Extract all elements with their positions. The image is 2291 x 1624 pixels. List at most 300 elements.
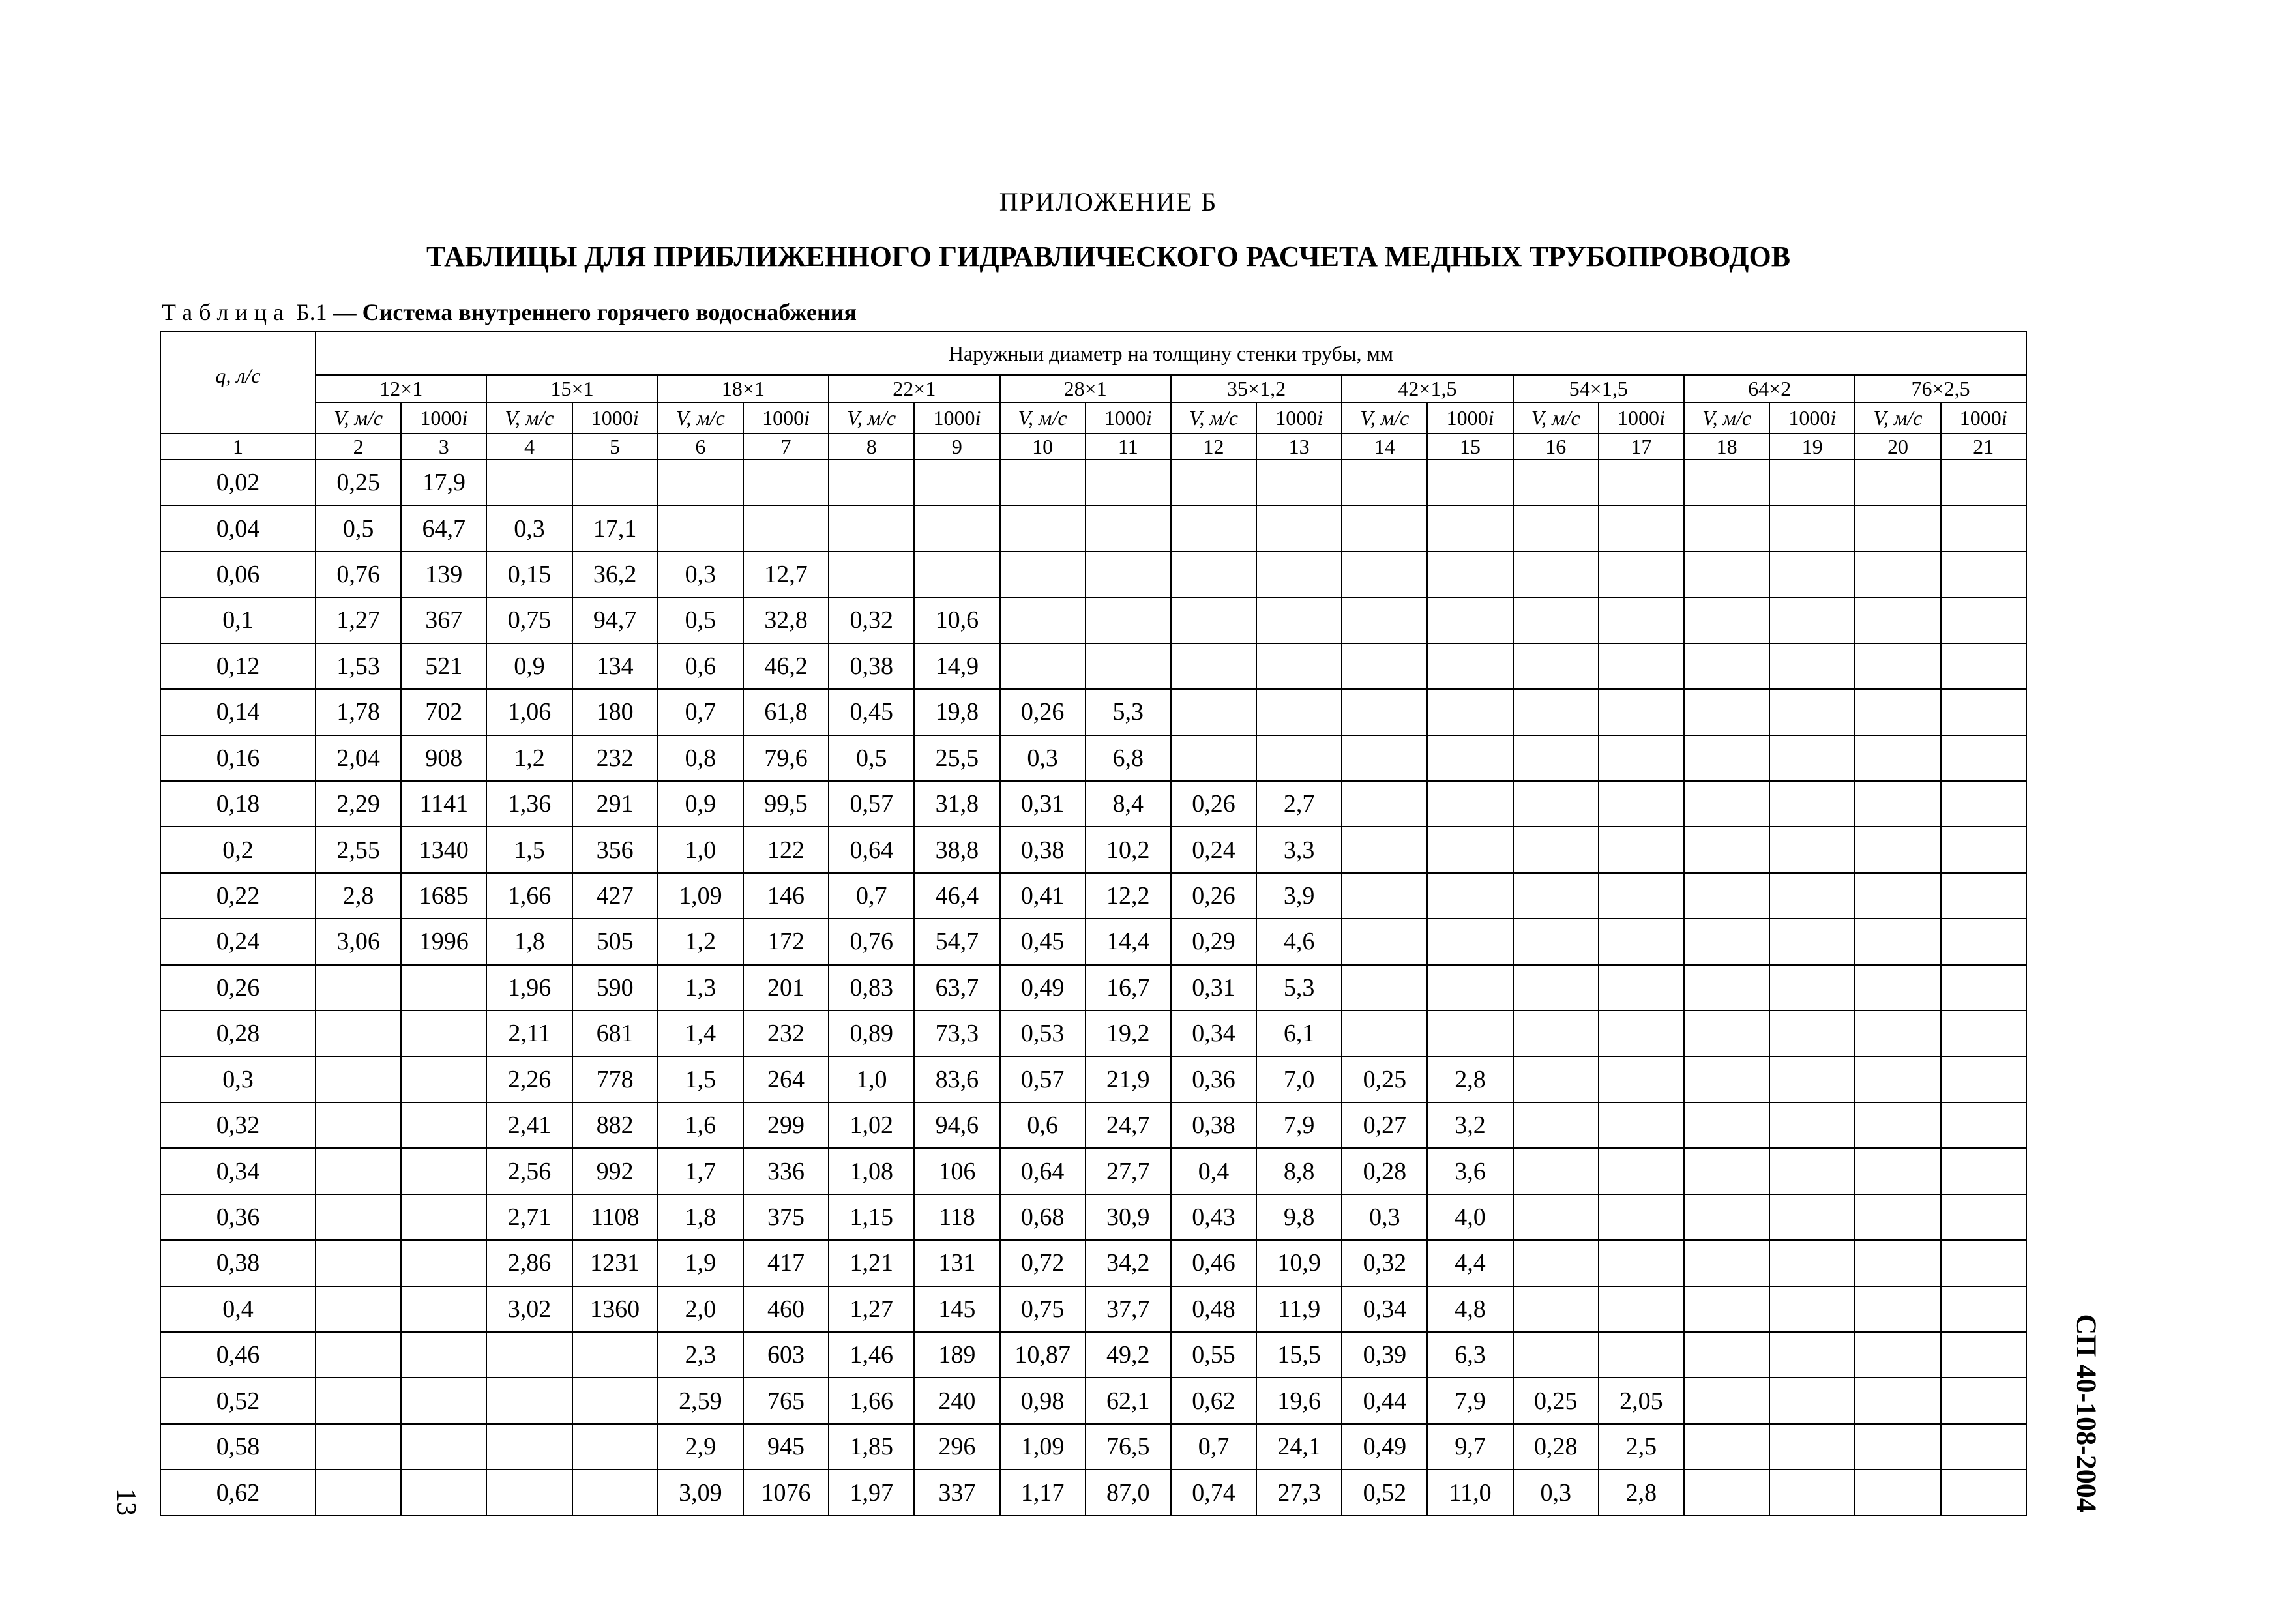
table-cell: 337	[914, 1469, 999, 1516]
table-cell: 0,57	[829, 781, 914, 827]
velocity-header: V, м/с	[1171, 402, 1256, 434]
table-cell	[1855, 1056, 1940, 1102]
table-cell: 15,5	[1256, 1332, 1342, 1378]
table-cell: 0,15	[486, 552, 572, 597]
table-cell: 201	[743, 965, 829, 1011]
table-cell: 73,3	[914, 1011, 999, 1056]
table-cell: 0,6	[658, 643, 743, 689]
table-cell	[1855, 919, 1940, 964]
head-loss-header: 1000i	[401, 402, 486, 434]
table-cell: 1,97	[829, 1469, 914, 1516]
table-cell	[1256, 643, 1342, 689]
caption-number: Б.1	[295, 299, 327, 325]
table-cell	[1513, 827, 1599, 872]
table-cell: 7,9	[1256, 1102, 1342, 1148]
velocity-header: V, м/с	[316, 402, 401, 434]
flow-cell: 0,02	[160, 460, 316, 505]
table-cell	[1855, 597, 1940, 643]
table-cell	[1342, 873, 1427, 919]
flow-cell: 0,24	[160, 919, 316, 964]
table-cell	[1684, 460, 1769, 505]
table-cell: 0,45	[1000, 919, 1086, 964]
table-cell: 0,6	[1000, 1102, 1086, 1148]
table-cell: 76,5	[1086, 1424, 1171, 1469]
page-number: 13	[111, 1488, 141, 1516]
table-cell	[1684, 1469, 1769, 1516]
table-cell: 0,31	[1000, 781, 1086, 827]
table-row	[160, 1148, 2026, 1194]
table-cell	[1941, 1469, 2026, 1516]
table-cell: 146	[743, 873, 829, 919]
table-cell	[829, 460, 914, 505]
table-cell: 460	[743, 1286, 829, 1332]
table-cell: 1,08	[829, 1148, 914, 1194]
table-cell	[1171, 505, 1256, 551]
table-cell: 1,96	[486, 965, 572, 1011]
table-cell: 0,89	[829, 1011, 914, 1056]
table-cell: 27,3	[1256, 1469, 1342, 1516]
table-cell	[401, 1056, 486, 1102]
table-cell	[1855, 643, 1940, 689]
table-cell: 0,36	[1171, 1056, 1256, 1102]
table-cell: 14,9	[914, 643, 999, 689]
column-number: 19	[1769, 434, 1855, 460]
table-cell	[1855, 1286, 1940, 1332]
table-cell	[1086, 597, 1171, 643]
table-cell: 38,8	[914, 827, 999, 872]
table-cell	[1769, 505, 1855, 551]
table-cell: 1,2	[486, 735, 572, 781]
table-cell	[1684, 1011, 1769, 1056]
flow-cell: 0,26	[160, 965, 316, 1011]
table-row	[160, 1424, 2026, 1469]
table-cell	[1684, 1286, 1769, 1332]
table-cell	[486, 1469, 572, 1516]
table-cell	[1342, 597, 1427, 643]
table-cell	[1941, 460, 2026, 505]
table-cell	[1513, 1332, 1599, 1378]
table-cell: 2,55	[316, 827, 401, 872]
table-cell	[1769, 1378, 1855, 1423]
column-number: 20	[1855, 434, 1940, 460]
table-row	[160, 873, 2026, 919]
table-cell: 1141	[401, 781, 486, 827]
table-cell: 0,64	[1000, 1148, 1086, 1194]
table-row	[160, 460, 2026, 505]
table-cell	[1855, 1194, 1940, 1240]
table-cell: 14,4	[1086, 919, 1171, 964]
head-loss-header: 1000i	[914, 402, 999, 434]
table-cell: 6,1	[1256, 1011, 1342, 1056]
table-cell: 0,3	[1342, 1194, 1427, 1240]
table-cell: 0,34	[1171, 1011, 1256, 1056]
flow-cell: 0,38	[160, 1240, 316, 1286]
table-cell: 0,46	[1171, 1240, 1256, 1286]
table-cell	[1684, 1102, 1769, 1148]
table-cell: 0,53	[1000, 1011, 1086, 1056]
column-number: 18	[1684, 434, 1769, 460]
table-cell: 3,06	[316, 919, 401, 964]
flow-cell: 0,58	[160, 1424, 316, 1469]
table-cell	[914, 460, 999, 505]
table-cell: 681	[572, 1011, 658, 1056]
table-cell: 31,8	[914, 781, 999, 827]
table-cell: 0,55	[1171, 1332, 1256, 1378]
table-cell	[1427, 919, 1513, 964]
velocity-header: V, м/с	[1000, 402, 1086, 434]
table-row	[160, 1378, 2026, 1423]
table-cell: 2,11	[486, 1011, 572, 1056]
table-cell: 590	[572, 965, 658, 1011]
table-cell	[1684, 873, 1769, 919]
table-cell	[1599, 1332, 1684, 1378]
table-cell: 1,36	[486, 781, 572, 827]
table-cell	[1256, 505, 1342, 551]
velocity-header: V, м/с	[1684, 402, 1769, 434]
table-cell	[1941, 1056, 2026, 1102]
table-cell	[1256, 597, 1342, 643]
table-cell	[401, 1148, 486, 1194]
table-cell	[1684, 1194, 1769, 1240]
table-cell	[1769, 1286, 1855, 1332]
table-cell	[1342, 1011, 1427, 1056]
table-cell	[1427, 781, 1513, 827]
table-cell	[1855, 460, 1940, 505]
table-cell	[316, 1148, 401, 1194]
table-cell: 232	[743, 1011, 829, 1056]
table-cell: 0,76	[829, 919, 914, 964]
diameter-header: 42×1,5	[1342, 375, 1513, 402]
table-cell	[401, 1011, 486, 1056]
table-cell	[1684, 597, 1769, 643]
table-cell: 505	[572, 919, 658, 964]
caption-word: Таблица	[162, 299, 290, 325]
table-cell: 0,25	[316, 460, 401, 505]
table-cell	[1171, 735, 1256, 781]
table-cell: 240	[914, 1378, 999, 1423]
table-cell: 8,8	[1256, 1148, 1342, 1194]
table-cell: 0,3	[1000, 735, 1086, 781]
table-cell: 19,6	[1256, 1378, 1342, 1423]
table-cell	[1427, 597, 1513, 643]
table-cell	[1684, 1148, 1769, 1194]
table-cell	[1941, 919, 2026, 964]
table-cell: 336	[743, 1148, 829, 1194]
table-cell: 2,8	[1427, 1056, 1513, 1102]
table-cell: 0,62	[1171, 1378, 1256, 1423]
table-cell	[1769, 1148, 1855, 1194]
table-cell: 94,7	[572, 597, 658, 643]
table-cell: 10,9	[1256, 1240, 1342, 1286]
column-number: 7	[743, 434, 829, 460]
column-number: 15	[1427, 434, 1513, 460]
column-number: 1	[160, 434, 316, 460]
flow-cell: 0,62	[160, 1469, 316, 1516]
table-cell: 1,4	[658, 1011, 743, 1056]
hydraulic-table	[160, 331, 2027, 1516]
table-row	[160, 781, 2026, 827]
table-cell	[1599, 873, 1684, 919]
table-cell: 0,64	[829, 827, 914, 872]
table-cell	[1684, 689, 1769, 735]
table-cell	[1342, 965, 1427, 1011]
table-cell: 427	[572, 873, 658, 919]
head-loss-header: 1000i	[1427, 402, 1513, 434]
table-cell	[1599, 505, 1684, 551]
head-loss-header: 1000i	[1599, 402, 1684, 434]
table-cell	[658, 505, 743, 551]
table-cell	[1684, 827, 1769, 872]
table-cell: 2,41	[486, 1102, 572, 1148]
table-cell	[1599, 460, 1684, 505]
table-cell: 0,7	[829, 873, 914, 919]
table-cell	[1427, 552, 1513, 597]
table-cell: 0,8	[658, 735, 743, 781]
table-cell	[1513, 1056, 1599, 1102]
table-cell: 1685	[401, 873, 486, 919]
table-cell: 0,26	[1171, 873, 1256, 919]
table-cell	[1769, 781, 1855, 827]
velocity-header: V, м/с	[1513, 402, 1599, 434]
table-row	[160, 1011, 2026, 1056]
table-cell	[1855, 1148, 1940, 1194]
table-cell	[1513, 460, 1599, 505]
table-cell	[316, 1194, 401, 1240]
table-cell	[1684, 643, 1769, 689]
table-cell: 11,0	[1427, 1469, 1513, 1516]
table-cell	[1599, 735, 1684, 781]
table-cell: 1,66	[486, 873, 572, 919]
table-cell	[1513, 873, 1599, 919]
table-cell: 17,1	[572, 505, 658, 551]
table-cell: 10,2	[1086, 827, 1171, 872]
table-row	[160, 1056, 2026, 1102]
table-cell: 992	[572, 1148, 658, 1194]
table-cell	[1256, 689, 1342, 735]
table-cell	[1427, 1011, 1513, 1056]
table-cell	[1342, 735, 1427, 781]
table-cell: 10,6	[914, 597, 999, 643]
table-cell: 521	[401, 643, 486, 689]
table-cell	[572, 1332, 658, 1378]
head-loss-header: 1000i	[1256, 402, 1342, 434]
table-cell	[1599, 1056, 1684, 1102]
table-cell	[401, 1240, 486, 1286]
table-cell: 0,57	[1000, 1056, 1086, 1102]
table-cell	[1342, 643, 1427, 689]
table-cell	[1513, 552, 1599, 597]
table-cell: 291	[572, 781, 658, 827]
table-cell: 16,7	[1086, 965, 1171, 1011]
velocity-header: V, м/с	[1342, 402, 1427, 434]
caption-dash: —	[333, 299, 357, 325]
table-row	[160, 597, 2026, 643]
table-cell	[1684, 1056, 1769, 1102]
table-cell: 139	[401, 552, 486, 597]
table-cell	[1684, 1378, 1769, 1423]
table-row	[160, 689, 2026, 735]
table-row	[160, 919, 2026, 964]
table-cell	[1941, 1286, 2026, 1332]
table-cell: 296	[914, 1424, 999, 1469]
table-cell: 2,59	[658, 1378, 743, 1423]
flow-cell: 0,4	[160, 1286, 316, 1332]
table-cell: 356	[572, 827, 658, 872]
table-cell: 0,28	[1513, 1424, 1599, 1469]
table-cell	[1855, 965, 1940, 1011]
table-cell	[1855, 735, 1940, 781]
table-cell: 1,09	[1000, 1424, 1086, 1469]
table-cell	[1427, 643, 1513, 689]
table-cell	[1513, 1148, 1599, 1194]
table-cell	[1855, 505, 1940, 551]
table-cell: 2,04	[316, 735, 401, 781]
table-cell	[1769, 827, 1855, 872]
table-cell: 0,75	[486, 597, 572, 643]
table-cell	[1427, 460, 1513, 505]
table-cell: 0,9	[486, 643, 572, 689]
table-cell: 945	[743, 1424, 829, 1469]
table-cell	[1684, 505, 1769, 551]
flow-cell: 0,06	[160, 552, 316, 597]
table-cell	[572, 1424, 658, 1469]
table-cell	[1599, 781, 1684, 827]
table-cell: 1,17	[1000, 1469, 1086, 1516]
table-cell: 1340	[401, 827, 486, 872]
table-cell: 0,41	[1000, 873, 1086, 919]
table-cell: 10,87	[1000, 1332, 1086, 1378]
table-cell	[1855, 1469, 1940, 1516]
table-cell: 87,0	[1086, 1469, 1171, 1516]
table-cell	[401, 1332, 486, 1378]
table-cell: 1,53	[316, 643, 401, 689]
column-number: 11	[1086, 434, 1171, 460]
table-cell: 0,4	[1171, 1148, 1256, 1194]
table-cell	[1599, 1240, 1684, 1286]
table-cell	[1855, 1011, 1940, 1056]
table-cell	[316, 1240, 401, 1286]
table-cell	[1513, 919, 1599, 964]
table-cell	[1855, 1424, 1940, 1469]
table-cell: 0,7	[1171, 1424, 1256, 1469]
group-header: Наружныи диаметр на толщину стенки трубы, мм	[316, 332, 2026, 375]
table-cell	[1599, 827, 1684, 872]
table-cell	[401, 1194, 486, 1240]
table-cell: 189	[914, 1332, 999, 1378]
table-cell: 0,5	[316, 505, 401, 551]
table-cell	[1086, 460, 1171, 505]
table-cell: 79,6	[743, 735, 829, 781]
table-cell	[1513, 781, 1599, 827]
table-cell: 6,3	[1427, 1332, 1513, 1378]
table-cell: 1,7	[658, 1148, 743, 1194]
table-cell	[401, 1378, 486, 1423]
table-cell	[1769, 643, 1855, 689]
table-cell: 11,9	[1256, 1286, 1342, 1332]
table-cell	[1769, 1102, 1855, 1148]
table-cell	[572, 460, 658, 505]
table-cell: 1,09	[658, 873, 743, 919]
column-number: 10	[1000, 434, 1086, 460]
table-cell	[1427, 735, 1513, 781]
table-cell	[1342, 460, 1427, 505]
table-cell	[1513, 1194, 1599, 1240]
flow-cell: 0,18	[160, 781, 316, 827]
table-row	[160, 827, 2026, 872]
table-cell: 2,26	[486, 1056, 572, 1102]
table-cell: 2,8	[1599, 1469, 1684, 1516]
table-cell: 1996	[401, 919, 486, 964]
table-cell: 264	[743, 1056, 829, 1102]
table-cell: 0,25	[1342, 1056, 1427, 1102]
flow-cell: 0,32	[160, 1102, 316, 1148]
table-cell: 2,9	[658, 1424, 743, 1469]
table-cell: 3,02	[486, 1286, 572, 1332]
table-cell	[1171, 643, 1256, 689]
table-cell	[1256, 735, 1342, 781]
table-cell	[1684, 919, 1769, 964]
table-cell: 172	[743, 919, 829, 964]
table-cell	[1855, 873, 1940, 919]
table-cell	[1769, 689, 1855, 735]
table-cell: 2,29	[316, 781, 401, 827]
table-cell	[1769, 735, 1855, 781]
table-cell: 34,2	[1086, 1240, 1171, 1286]
table-cell	[1769, 965, 1855, 1011]
table-cell	[914, 505, 999, 551]
table-cell	[743, 505, 829, 551]
table-cell: 1,27	[829, 1286, 914, 1332]
table-cell	[1941, 1424, 2026, 1469]
table-cell: 1,46	[829, 1332, 914, 1378]
table-cell: 9,8	[1256, 1194, 1342, 1240]
flow-cell: 0,12	[160, 643, 316, 689]
table-cell	[316, 1332, 401, 1378]
column-number: 2	[316, 434, 401, 460]
table-cell	[1684, 781, 1769, 827]
flow-cell: 0,28	[160, 1011, 316, 1056]
head-loss-header: 1000i	[743, 402, 829, 434]
table-cell: 5,3	[1256, 965, 1342, 1011]
table-cell: 7,0	[1256, 1056, 1342, 1102]
flow-cell: 0,3	[160, 1056, 316, 1102]
table-cell: 2,8	[316, 873, 401, 919]
caption-title: Система внутреннего горячего водоснабжения	[362, 299, 857, 325]
table-cell	[1171, 460, 1256, 505]
table-cell	[486, 460, 572, 505]
table-cell: 0,39	[1342, 1332, 1427, 1378]
table-cell	[1941, 643, 2026, 689]
table-cell	[1513, 1286, 1599, 1332]
diameter-header: 12×1	[316, 375, 486, 402]
diameter-header: 76×2,5	[1855, 375, 2026, 402]
column-number: 14	[1342, 434, 1427, 460]
table-cell	[1599, 919, 1684, 964]
head-loss-header: 1000i	[572, 402, 658, 434]
table-cell	[1171, 597, 1256, 643]
flow-cell: 0,2	[160, 827, 316, 872]
table-cell	[1769, 1424, 1855, 1469]
table-cell	[486, 1378, 572, 1423]
column-number: 8	[829, 434, 914, 460]
table-cell: 2,86	[486, 1240, 572, 1286]
table-cell	[1513, 597, 1599, 643]
table-cell: 6,8	[1086, 735, 1171, 781]
table-cell	[1769, 1194, 1855, 1240]
table-cell: 0,32	[1342, 1240, 1427, 1286]
table-cell: 24,1	[1256, 1424, 1342, 1469]
table-cell	[1000, 552, 1086, 597]
